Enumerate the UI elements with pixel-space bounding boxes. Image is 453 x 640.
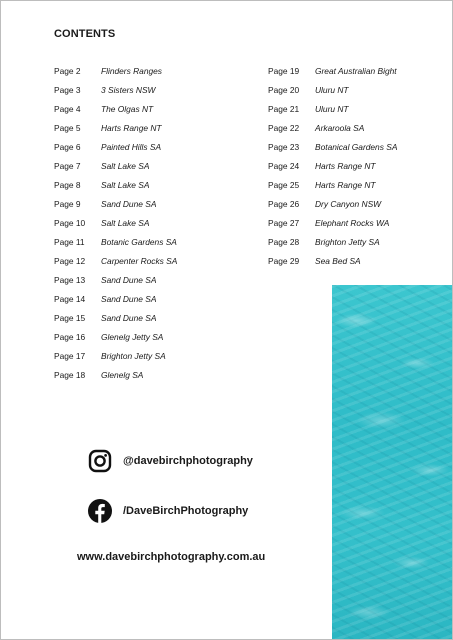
toc-entry-title: Glenelg Jetty SA bbox=[101, 331, 164, 342]
toc-page-number: Page 6 bbox=[54, 141, 81, 152]
toc-entry[interactable] bbox=[268, 156, 397, 175]
toc-entry[interactable] bbox=[54, 270, 177, 289]
toc-entry[interactable] bbox=[54, 156, 177, 175]
toc-page-number: Page 19 bbox=[268, 65, 300, 76]
toc-entry[interactable] bbox=[54, 289, 177, 308]
toc-page-number: Page 27 bbox=[268, 217, 300, 228]
toc-entry[interactable] bbox=[54, 213, 177, 232]
toc-entry-title: Brighton Jetty SA bbox=[101, 350, 166, 361]
toc-page-number: Page 10 bbox=[54, 217, 86, 228]
toc-page-number: Page 28 bbox=[268, 236, 300, 247]
toc-entry-title: Sea Bed SA bbox=[315, 255, 361, 266]
toc-entry[interactable] bbox=[268, 80, 397, 99]
toc-page-number: Page 26 bbox=[268, 198, 300, 209]
toc-entry-title: The Olgas NT bbox=[101, 103, 154, 114]
toc-entry-title: Dry Canyon NSW bbox=[315, 198, 382, 209]
toc-entry[interactable] bbox=[54, 232, 177, 251]
toc-entry-title: Salt Lake SA bbox=[101, 179, 150, 190]
toc-entry[interactable] bbox=[268, 213, 397, 232]
toc-page-number: Page 4 bbox=[54, 103, 81, 114]
toc-column-right bbox=[268, 61, 397, 270]
toc-page-number: Page 3 bbox=[54, 84, 81, 95]
toc-entry-title: Flinders Ranges bbox=[101, 65, 162, 76]
toc-entry[interactable] bbox=[54, 80, 177, 99]
toc-page-number: Page 9 bbox=[54, 198, 81, 209]
toc-page-number: Page 8 bbox=[54, 179, 81, 190]
instagram-icon bbox=[88, 449, 112, 473]
instagram-link[interactable] bbox=[88, 449, 253, 473]
toc-entry[interactable] bbox=[268, 175, 397, 194]
toc-entry-title: 3 Sisters NSW bbox=[101, 84, 156, 95]
toc-entry[interactable] bbox=[54, 137, 177, 156]
toc-entry[interactable] bbox=[268, 194, 397, 213]
toc-entry-title: Botanic Gardens SA bbox=[101, 236, 177, 247]
toc-entry-title: Sand Dune SA bbox=[101, 312, 157, 323]
toc-entry-title: Painted Hills SA bbox=[101, 141, 162, 152]
toc-entry-title: Uluru NT bbox=[315, 84, 349, 95]
toc-entry[interactable] bbox=[54, 61, 177, 80]
toc-entry-title: Carpenter Rocks SA bbox=[101, 255, 178, 266]
facebook-icon bbox=[88, 499, 112, 523]
water-photo bbox=[332, 285, 453, 640]
toc-page-number: Page 17 bbox=[54, 350, 86, 361]
website-link[interactable]: www.davebirchphotography.com.au bbox=[77, 551, 266, 563]
toc-entry-title: Glenelg SA bbox=[101, 369, 144, 380]
toc-page-number: Page 23 bbox=[268, 141, 300, 152]
toc-page-number: Page 11 bbox=[54, 236, 85, 247]
toc-entry[interactable] bbox=[54, 175, 177, 194]
toc-entry-title: Sand Dune SA bbox=[101, 198, 157, 209]
toc-page-number: Page 25 bbox=[268, 179, 300, 190]
toc-entry-title: Salt Lake SA bbox=[101, 217, 150, 228]
toc-entry-title: Salt Lake SA bbox=[101, 160, 150, 171]
toc-entry-title: Great Australian Bight bbox=[315, 65, 397, 76]
toc-entry-title: Harts Range NT bbox=[101, 122, 162, 133]
toc-entry-title: Sand Dune SA bbox=[101, 274, 157, 285]
toc-page-number: Page 20 bbox=[268, 84, 300, 95]
facebook-link[interactable] bbox=[88, 499, 248, 523]
toc-entry-title: Uluru NT bbox=[315, 103, 349, 114]
toc-entry[interactable] bbox=[54, 194, 177, 213]
toc-entry[interactable] bbox=[54, 118, 177, 137]
toc-page-number: Page 13 bbox=[54, 274, 86, 285]
toc-page-number: Page 2 bbox=[54, 65, 81, 76]
toc-entry-title: Botanical Gardens SA bbox=[315, 141, 398, 152]
toc-page-number: Page 24 bbox=[268, 160, 300, 171]
toc-entry-title: Sand Dune SA bbox=[101, 293, 157, 304]
toc-entry-title: Harts Range NT bbox=[315, 160, 376, 171]
toc-page-number: Page 14 bbox=[54, 293, 86, 304]
toc-page-number: Page 12 bbox=[54, 255, 86, 266]
facebook-handle: /DaveBirchPhotography bbox=[123, 505, 249, 517]
toc-page-number: Page 15 bbox=[54, 312, 86, 323]
toc-entry-title: Elephant Rocks WA bbox=[315, 217, 390, 228]
toc-page-number: Page 5 bbox=[54, 122, 81, 133]
toc-page-number: Page 18 bbox=[54, 369, 86, 380]
toc-entry-title: Brighton Jetty SA bbox=[315, 236, 380, 247]
toc-entry[interactable] bbox=[268, 118, 397, 137]
toc-entry[interactable] bbox=[268, 232, 397, 251]
toc-entry[interactable] bbox=[54, 346, 177, 365]
toc-entry-title: Arkaroola SA bbox=[315, 122, 365, 133]
toc-entry[interactable] bbox=[54, 251, 177, 270]
toc-entry[interactable] bbox=[54, 327, 177, 346]
toc-entry[interactable] bbox=[268, 61, 397, 80]
toc-entry-title: Harts Range NT bbox=[315, 179, 376, 190]
toc-page-number: Page 21 bbox=[268, 103, 300, 114]
toc-entry[interactable] bbox=[54, 365, 177, 384]
toc-column-left bbox=[54, 61, 177, 384]
toc-entry[interactable] bbox=[54, 99, 177, 118]
instagram-handle: @davebirchphotography bbox=[123, 455, 253, 467]
toc-entry[interactable] bbox=[268, 137, 397, 156]
page-title: CONTENTS bbox=[54, 28, 116, 40]
toc-page-number: Page 16 bbox=[54, 331, 86, 342]
toc-entry[interactable] bbox=[54, 308, 177, 327]
toc-entry[interactable] bbox=[268, 251, 397, 270]
toc-entry[interactable] bbox=[268, 99, 397, 118]
toc-page-number: Page 22 bbox=[268, 122, 300, 133]
toc-page-number: Page 7 bbox=[54, 160, 81, 171]
toc-page-number: Page 29 bbox=[268, 255, 300, 266]
